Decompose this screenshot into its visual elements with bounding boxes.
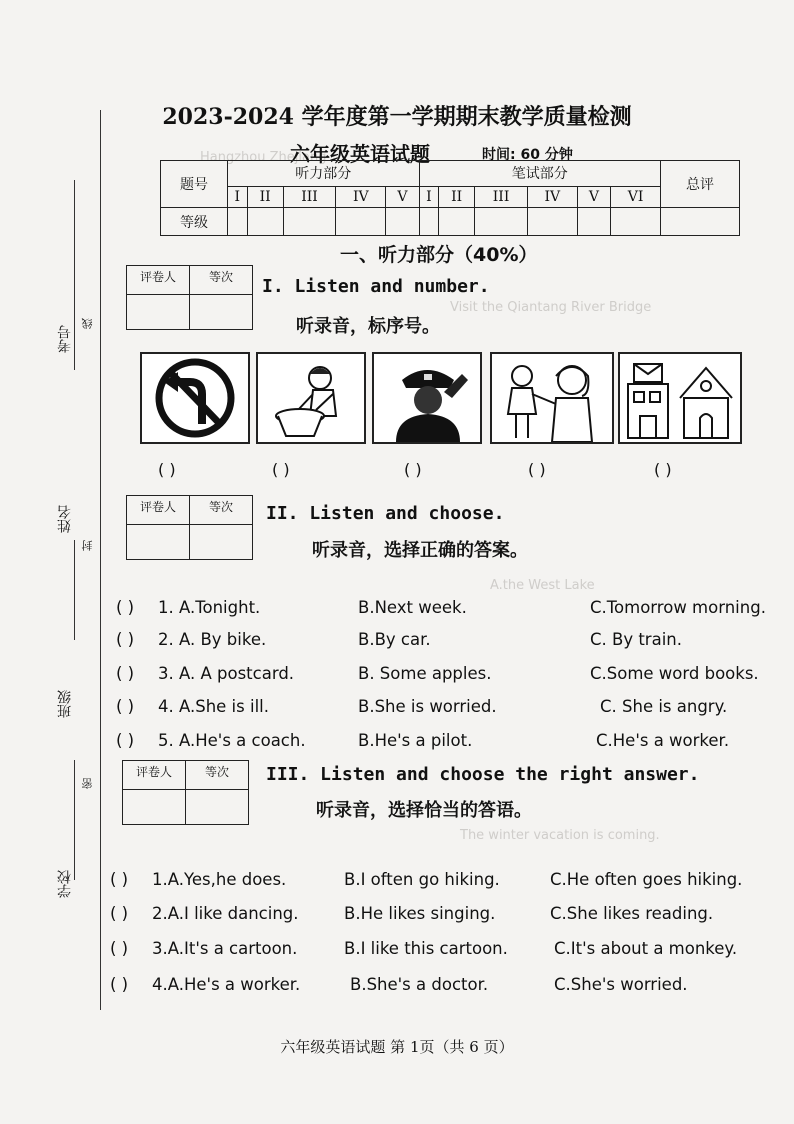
grader-cell[interactable] <box>127 525 190 560</box>
part3-title: III. Listen and choose the right answer. <box>266 764 700 785</box>
answer-blank[interactable]: ( ) <box>116 664 135 683</box>
option-c: C.He's a worker. <box>596 731 730 750</box>
page-footer: 六年级英语试题 第 1页（共 6 页） <box>280 1038 514 1056</box>
answer-blank[interactable]: ( ) <box>110 904 129 923</box>
policeman-picture <box>372 352 482 444</box>
option-a: 1. A.Tonight. <box>158 598 261 617</box>
option-c: C. By train. <box>590 630 682 649</box>
grade-level-cell[interactable] <box>186 790 249 825</box>
option-c: C. She is angry. <box>600 697 728 716</box>
binding-line <box>74 540 75 640</box>
answer-blank[interactable]: ( ) <box>116 697 135 716</box>
option-c: C.Tomorrow morning. <box>590 598 766 617</box>
answer-blank[interactable]: ( ) <box>116 630 135 649</box>
grade-cell[interactable] <box>527 208 577 236</box>
grade-level-cell[interactable] <box>190 525 253 560</box>
answer-blank[interactable]: ( ) <box>116 731 135 750</box>
buildings-house-icon <box>620 354 740 442</box>
mother-child-picture <box>490 352 614 444</box>
grader-label: 评卷人 <box>127 496 190 525</box>
option-a: 2. A. By bike. <box>158 630 267 649</box>
grade-level-label: 等次 <box>190 266 253 295</box>
total-header: 总评 <box>661 161 740 208</box>
exam-number-label: 考号 <box>57 325 73 353</box>
part2-instruction: 听录音，选择正确的答案。 <box>312 540 528 561</box>
picture-number-blank[interactable]: ( ) <box>272 460 290 479</box>
picture-number-blank[interactable]: ( ) <box>404 460 422 479</box>
answer-blank[interactable]: ( ) <box>110 975 129 994</box>
option-c: C.Some word books. <box>590 664 759 683</box>
class-label: 班级 <box>57 690 73 718</box>
grader-cell[interactable] <box>127 295 190 330</box>
picture-number-blank[interactable]: ( ) <box>654 460 672 479</box>
picture-number-blank[interactable]: ( ) <box>158 460 176 479</box>
listening-section-heading: 一、听力部分（40%） <box>340 244 538 266</box>
written-col: I <box>419 186 439 207</box>
option-a: 4. A.She is ill. <box>158 697 269 716</box>
binding-line <box>74 760 75 880</box>
grade-cell[interactable] <box>247 208 283 236</box>
written-header: 笔试部分 <box>419 161 660 187</box>
page-subtitle: 六年级英语试题 <box>290 142 430 166</box>
grade-cell[interactable] <box>577 208 610 236</box>
listening-col: IV <box>336 186 386 207</box>
boy-washing-picture <box>256 352 366 444</box>
listening-col: I <box>228 186 248 207</box>
grade-cell[interactable] <box>419 208 439 236</box>
grade-cell[interactable] <box>336 208 386 236</box>
binding-dashed-line <box>100 110 101 1010</box>
policeman-icon <box>374 354 480 442</box>
option-a: 2.A.I like dancing. <box>152 904 299 923</box>
score-table <box>160 160 740 236</box>
option-b: B.He's a pilot. <box>358 731 473 750</box>
secret-label: 密 <box>81 778 94 789</box>
part2-title: II. Listen and choose. <box>266 503 505 524</box>
written-col: VI <box>611 186 661 207</box>
written-col: III <box>475 186 528 207</box>
option-b: B.He likes singing. <box>344 904 496 923</box>
written-col: V <box>577 186 610 207</box>
option-b: B.By car. <box>358 630 431 649</box>
option-a: 4.A.He's a worker. <box>152 975 301 994</box>
option-a: 1.A.Yes,he does. <box>152 870 287 889</box>
written-col: IV <box>527 186 577 207</box>
grade-cell[interactable] <box>228 208 248 236</box>
option-c: C.She likes reading. <box>550 904 714 923</box>
written-col: II <box>439 186 475 207</box>
grade-level-cell[interactable] <box>190 295 253 330</box>
seal-label: 封 <box>81 540 94 551</box>
grade-cell[interactable] <box>475 208 528 236</box>
part1-title: I. Listen and number. <box>262 276 490 297</box>
grader-box <box>126 265 253 330</box>
grade-cell[interactable] <box>283 208 336 236</box>
grader-label: 评卷人 <box>127 266 190 295</box>
bleed-through-text: Hangzhou Zhejiang <box>200 150 327 165</box>
option-b: B.I often go hiking. <box>344 870 500 889</box>
option-b: B.She's a doctor. <box>350 975 489 994</box>
grader-box <box>126 495 253 560</box>
grader-cell[interactable] <box>123 790 186 825</box>
grade-cell[interactable] <box>439 208 475 236</box>
no-turn-sign-icon <box>142 354 248 442</box>
answer-blank[interactable]: ( ) <box>116 598 135 617</box>
part3-instruction: 听录音，选择恰当的答语。 <box>316 800 532 821</box>
option-b: B.I like this cartoon. <box>344 939 508 958</box>
listening-header: 听力部分 <box>228 161 420 187</box>
option-a: 5. A.He's a coach. <box>158 731 306 750</box>
option-c: C.It's about a monkey. <box>554 939 738 958</box>
option-a: 3. A. A postcard. <box>158 664 295 683</box>
answer-blank[interactable]: ( ) <box>110 870 129 889</box>
bleed-through-text: Visit the Qiantang River Bridge <box>450 300 652 315</box>
bleed-through-text: A.the West Lake <box>490 578 595 593</box>
part1-instruction: 听录音，标序号。 <box>296 316 440 337</box>
grade-label: 等级 <box>161 208 228 236</box>
school-label: 学校 <box>57 870 73 898</box>
grade-level-label: 等次 <box>190 496 253 525</box>
option-b: B.Next week. <box>358 598 467 617</box>
answer-blank[interactable]: ( ) <box>110 939 129 958</box>
no-turn-sign-picture <box>140 352 250 444</box>
buildings-picture <box>618 352 742 444</box>
grade-cell[interactable] <box>386 208 419 236</box>
option-c: C.She's worried. <box>554 975 688 994</box>
boy-washing-icon <box>258 354 364 442</box>
page-title: 2023-2024 学年度第一学期期末教学质量检测 <box>162 104 632 130</box>
option-c: C.He often goes hiking. <box>550 870 743 889</box>
listening-col: II <box>247 186 283 207</box>
option-b: B.She is worried. <box>358 697 497 716</box>
option-a: 3.A.It's a cartoon. <box>152 939 298 958</box>
picture-number-blank[interactable]: ( ) <box>528 460 546 479</box>
grader-label: 评卷人 <box>123 761 186 790</box>
listening-col: V <box>386 186 419 207</box>
grade-cell[interactable] <box>661 208 740 236</box>
mother-child-icon <box>492 354 612 442</box>
grade-cell[interactable] <box>611 208 661 236</box>
grader-box <box>122 760 249 825</box>
bleed-through-text: The winter vacation is coming. <box>460 828 660 843</box>
line-label: 线 <box>81 318 94 329</box>
listening-col: III <box>283 186 336 207</box>
option-b: B. Some apples. <box>358 664 492 683</box>
grade-level-label: 等次 <box>186 761 249 790</box>
exam-time: 时间: 60 分钟 <box>482 147 573 163</box>
score-item-label: 题号 <box>161 161 228 208</box>
name-label: 姓名 <box>57 505 73 533</box>
